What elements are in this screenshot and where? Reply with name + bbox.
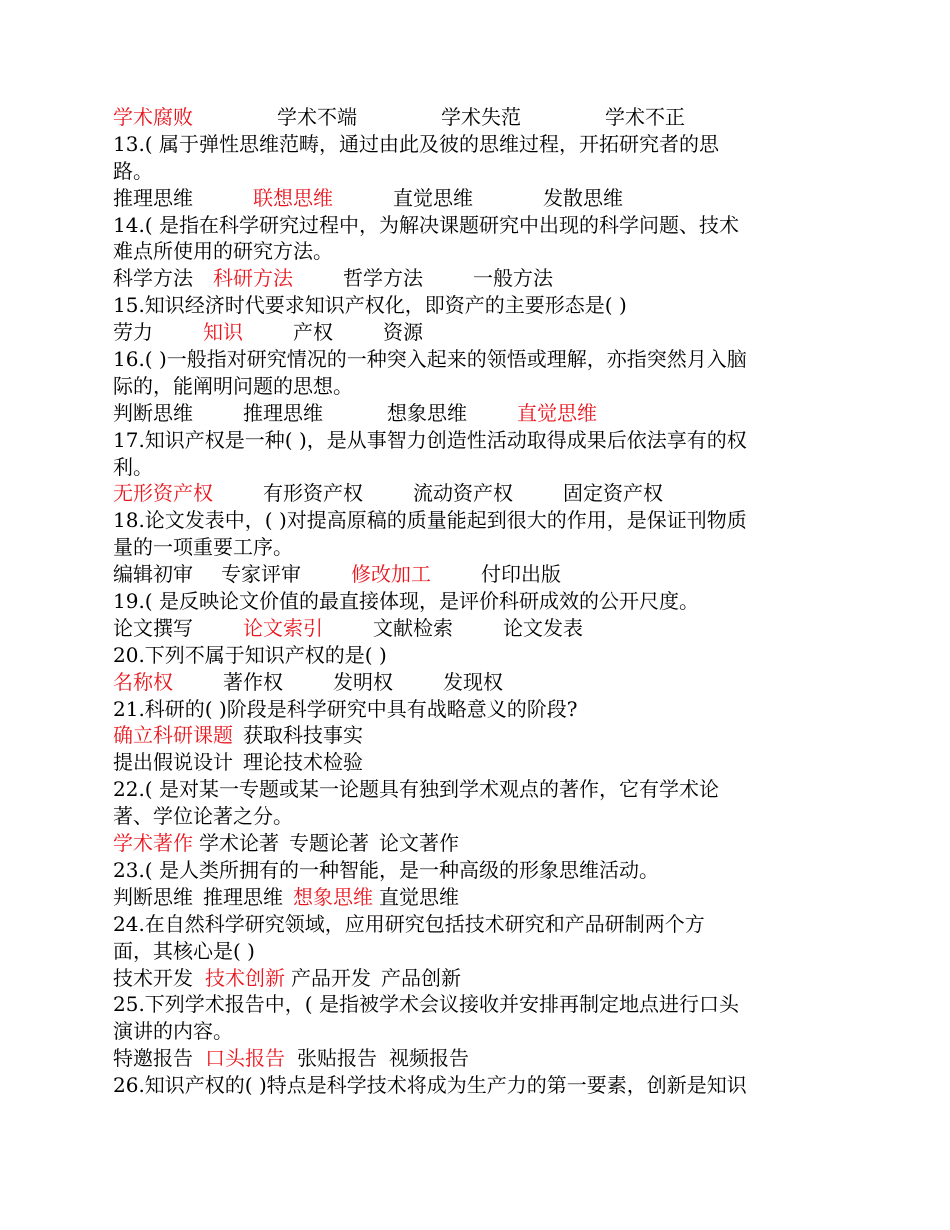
question-line: 量的一项重要工序。 (113, 535, 293, 560)
answer-option: 劳力 (113, 320, 153, 345)
question-line: 25.下列学术报告中，( 是指被学术会议接收并安排再制定地点进行口头 (113, 992, 739, 1017)
answer-option: 推理思维 (113, 185, 193, 210)
question-line: 面，其核心是( ) (113, 938, 255, 963)
answer-option: 直觉思维 (379, 884, 459, 909)
correct-answer-option: 修改加工 (351, 562, 431, 587)
answer-option: 学术论著 (199, 831, 279, 856)
question-line: 19.( 是反映论文价值的最直接体现，是评价科研成效的公开尺度。 (113, 589, 699, 614)
options-line (113, 722, 843, 749)
answer-option: 发明权 (333, 669, 393, 694)
options-line (113, 615, 843, 642)
answer-option: 判断思维 (113, 884, 193, 909)
answer-option: 专题论著 (289, 831, 369, 856)
answer-option: 著作权 (223, 669, 283, 694)
question-line: 21.科研的( )阶段是科学研究中具有战略意义的阶段? (113, 696, 578, 721)
answer-option: 文献检索 (373, 615, 453, 640)
answer-option: 提出假说设计 (113, 750, 233, 775)
question-line: 26.知识产权的( )特点是科学技术将成为生产力的第一要素，创新是知识 (113, 1073, 747, 1098)
answer-option: 有形资产权 (263, 481, 363, 506)
correct-answer-option: 学术著作 (113, 831, 193, 856)
answer-option: 产权 (293, 320, 333, 345)
answer-option: 直觉思维 (393, 185, 473, 210)
answer-option: 论文著作 (379, 831, 459, 856)
correct-answer-option: 直觉思维 (517, 400, 597, 425)
options-line (113, 400, 843, 427)
options-line (113, 265, 843, 292)
options-line (113, 104, 843, 131)
answer-option: 资源 (383, 320, 423, 345)
answer-option: 编辑初审 (113, 562, 193, 587)
correct-answer-option: 无形资产权 (113, 481, 213, 506)
answer-option: 付印出版 (481, 562, 561, 587)
options-line (113, 830, 843, 857)
correct-answer-option: 论文索引 (243, 615, 323, 640)
answer-option: 学术不端 (277, 105, 357, 129)
question-line: 13.( 属于弹性思维范畴，通过由此及彼的思维过程，开拓研究者的思 (113, 131, 719, 156)
question-line: 18.论文发表中，( )对提高原稿的质量能起到很大的作用，是保证刊物质 (113, 508, 747, 533)
answer-option: 论文撰写 (113, 615, 193, 640)
question-line: 22.( 是对某一专题或某一论题具有独到学术观点的著作，它有学术论 (113, 777, 719, 802)
correct-answer-option: 知识 (203, 320, 243, 345)
question-line: 20.下列不属于知识产权的是( ) (113, 642, 387, 667)
question-line: 路。 (113, 158, 153, 183)
answer-option: 获取科技事实 (243, 723, 363, 748)
answer-option: 流动资产权 (413, 481, 513, 506)
answer-option: 发散思维 (543, 185, 623, 210)
correct-answer-option: 想象思维 (293, 884, 373, 909)
answer-option: 推理思维 (243, 400, 323, 425)
question-line: 17.知识产权是一种( )，是从事智力创造性活动取得成果后依法享有的权 (113, 427, 747, 452)
question-line: 难点所使用的研究方法。 (113, 239, 333, 264)
options-line (113, 965, 843, 992)
answer-option: 产品创新 (381, 965, 461, 990)
answer-option: 学术失范 (441, 105, 521, 129)
question-line: 16.( )一般指对研究情况的一种突入起来的领悟或理解，亦指突然月入脑 (113, 347, 747, 372)
answer-option: 理论技术检验 (243, 750, 363, 775)
options-line (113, 480, 843, 507)
answer-option: 技术开发 (113, 965, 193, 990)
correct-answer-option: 联想思维 (253, 185, 333, 210)
correct-answer-option: 技术创新 (205, 965, 285, 990)
correct-answer-option: 科研方法 (213, 266, 293, 291)
answer-option: 论文发表 (503, 615, 583, 640)
question-line: 利。 (113, 454, 153, 479)
answer-option: 专家评审 (221, 562, 301, 587)
answer-option: 判断思维 (113, 400, 193, 425)
question-line: 15.知识经济时代要求知识产权化，即资产的主要形态是( ) (113, 293, 627, 318)
correct-answer-option: 学术腐败 (113, 105, 193, 129)
answer-option: 科学方法 (113, 266, 193, 291)
correct-answer-option: 确立科研课题 (113, 723, 233, 748)
correct-answer-option: 名称权 (113, 669, 173, 694)
correct-answer-option: 口头报告 (205, 1046, 285, 1071)
answer-option: 学术不正 (605, 105, 685, 129)
question-line: 24.在自然科学研究领域，应用研究包括技术研究和产品研制两个方 (113, 911, 705, 936)
answer-option: 哲学方法 (343, 266, 423, 291)
question-line: 14.( 是指在科学研究过程中，为解决课题研究中出现的科学问题、技术 (113, 212, 739, 237)
options-line (113, 1045, 843, 1072)
question-line: 际的，能阐明问题的思想。 (113, 373, 353, 398)
answer-option: 想象思维 (387, 400, 467, 425)
answer-option: 视频报告 (389, 1046, 469, 1071)
answer-option: 一般方法 (473, 266, 553, 291)
options-line (113, 185, 843, 212)
question-line: 演讲的内容。 (113, 1019, 233, 1044)
answer-option: 特邀报告 (113, 1046, 193, 1071)
document-page (113, 104, 843, 1099)
options-line (113, 669, 843, 696)
answer-option: 产品开发 (291, 965, 371, 990)
options-line (113, 561, 843, 588)
options-line (113, 884, 843, 911)
answer-option: 固定资产权 (563, 481, 663, 506)
answer-option: 推理思维 (203, 884, 283, 909)
answer-option: 张贴报告 (297, 1046, 377, 1071)
options-line (113, 319, 843, 346)
options-line (113, 749, 843, 776)
question-line: 23.( 是人类所拥有的一种智能，是一种高级的形象思维活动。 (113, 857, 659, 882)
answer-option: 发现权 (443, 669, 503, 694)
question-line: 著、学位论著之分。 (113, 804, 293, 829)
